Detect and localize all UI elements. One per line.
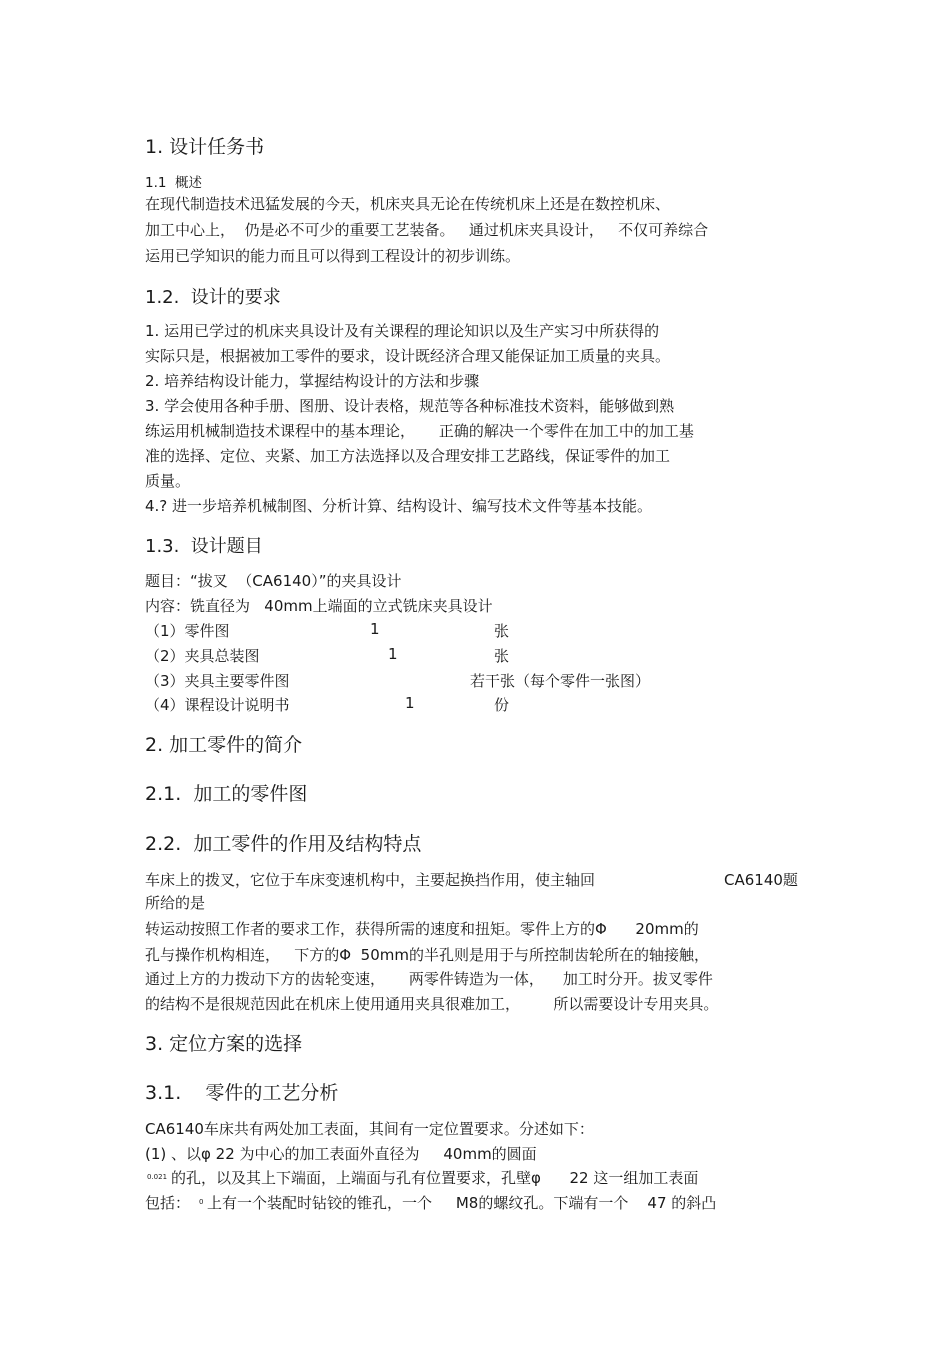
paragraph-line: CA6140车床共有两处加工表面，其间有一定位置要求。分述如下： (145, 1120, 594, 1138)
tolerance-lower: 0 (199, 1198, 204, 1206)
design-title-line: 题目：“拔叉 （CA6140）”的夹具设计 (145, 572, 402, 590)
item-qty: 1 (370, 620, 380, 638)
paragraph-line: 车床上的拨叉，它位于车床变速机构中，主要起换挡作用，使主轴回 (145, 871, 596, 889)
paragraph-line: 1. 运用已学过的机床夹具设计及有关课程的理论知识以及生产实习中所获得的 (145, 322, 660, 340)
paragraph-line: 准的选择、定位、夹紧、加工方法选择以及合理安排工艺路线，保证零件的加工 (145, 447, 671, 465)
section-1-heading: 1. 设计任务书 (145, 136, 265, 158)
item-unit: 份 (494, 696, 510, 714)
paragraph-line: 实际只是，根据被加工零件的要求，设计既经济合理又能保证加工质量的夹具。 (145, 347, 671, 365)
paragraph-line: 转运动按照工作者的要求工作，获得所需的速度和扭矩。零件上方的Φ 20mm的 (145, 920, 699, 938)
section-1-2-heading: 1.2. 设计的要求 (145, 287, 281, 308)
design-content-line: 内容：铣直径为 40mm上端面的立式铣床夹具设计 (145, 597, 493, 615)
section-2-2-heading: 2.2. 加工零件的作用及结构特点 (145, 833, 422, 855)
section-2-heading: 2. 加工零件的简介 (145, 734, 303, 756)
item-qty: 1 (388, 645, 398, 663)
paragraph-line: 运用已学知识的能力而且可以得到工程设计的初步训练。 (145, 247, 521, 265)
section-2-1-heading: 2.1. 加工的零件图 (145, 783, 308, 805)
paragraph-line: (1) 、以φ 22 为中心的加工表面外直径为 40mm的圆面 (145, 1145, 537, 1163)
paragraph-line: 2. 培养结构设计能力，掌握结构设计的方法和步骤 (145, 372, 480, 390)
item-label: （3）夹具主要零件图 (145, 672, 290, 690)
paragraph-line: 所给的是 (145, 894, 206, 912)
paragraph-line: 上有一个装配时钻铰的锥孔，一个 M8的螺纹孔。下端有一个 47 的斜凸 (207, 1194, 717, 1212)
item-label: （2）夹具总装图 (145, 647, 260, 665)
paragraph-line: 3. 学会使用各种手册、图册、设计表格，规范等各种标准技术资料，能够做到熟 (145, 397, 675, 415)
paragraph-line: 质量。 (145, 472, 191, 490)
paragraph-line: 通过上方的力拨动下方的齿轮变速， 两零件铸造为一体， 加工时分开。拔叉零件 (145, 970, 713, 988)
section-1-1-heading: 1.1 概述 (145, 175, 203, 191)
tolerance-upper: 0.021 (147, 1173, 168, 1181)
section-1-3-heading: 1.3. 设计题目 (145, 536, 263, 557)
item-qty: 1 (405, 694, 415, 712)
paragraph-line: 练运用机械制造技术课程中的基本理论， 正确的解决一个零件在加工中的加工基 (145, 422, 694, 440)
paragraph-line: 孔与操作机构相连， 下方的Φ 50mm的半孔则是用于与所控制齿轮所在的轴接触， (145, 946, 709, 964)
paragraph-line: 4.? 进一步培养机械制图、分析计算、结构设计、编写技术文件等基本技能。 (145, 497, 653, 515)
item-label: （4）课程设计说明书 (145, 696, 290, 714)
paragraph-line: 的结构不是很规范因此在机床上使用通用夹具很难加工， 所以需要设计专用夹具。 (145, 995, 719, 1013)
paragraph-fragment: 包括： (145, 1194, 191, 1212)
paragraph-line: 在现代制造技术迅猛发展的今天，机床夹具无论在传统机床上还是在数控机床、 (145, 195, 671, 213)
section-3-heading: 3. 定位方案的选择 (145, 1033, 303, 1055)
item-unit: 若干张（每个零件一张图） (470, 672, 651, 690)
section-3-1-heading: 3.1. 零件的工艺分析 (145, 1082, 339, 1104)
item-unit: 张 (494, 622, 510, 640)
paragraph-line: 的孔，以及其上下端面，上端面与孔有位置要求，孔壁φ 22 这一组加工表面 (171, 1169, 699, 1187)
item-label: （1）零件图 (145, 622, 230, 640)
paragraph-fragment: CA6140题 (724, 871, 798, 889)
paragraph-line: 加工中心上， 仍是必不可少的重要工艺装备。 通过机床夹具设计， 不仅可养综合 (145, 221, 709, 239)
item-unit: 张 (494, 647, 510, 665)
